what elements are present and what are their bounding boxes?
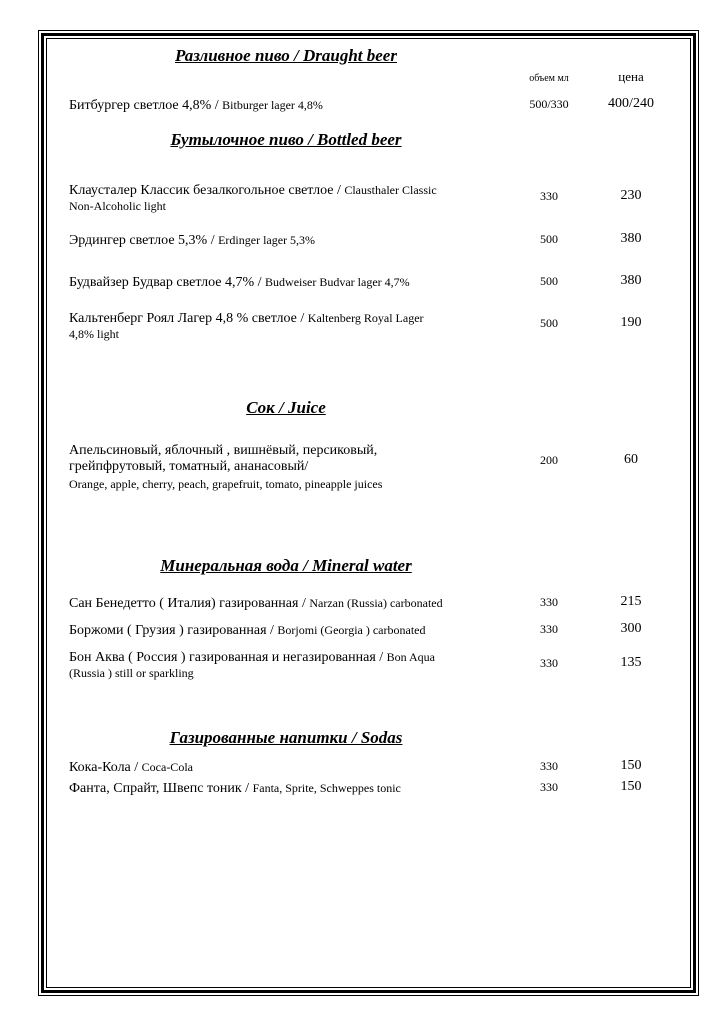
item-price: 135 <box>620 655 642 670</box>
menu-item: Кальтенберг Роял Лагер 4,8 % светлое / Kaltenberg Royal Lager 4,8% light <box>69 311 424 341</box>
sodas-heading: Газированные напитки / Sodas <box>169 728 403 747</box>
item-price: 150 <box>620 758 642 773</box>
menu-item: Кока-Кола / Coca-Cola <box>69 760 193 775</box>
item-price: 230 <box>620 188 642 203</box>
volume-column-header: объем мл <box>529 73 569 84</box>
menu-item: Эрдингер светлое 5,3% / Erdinger lager 5,3% <box>69 233 316 248</box>
item-price: 300 <box>620 621 642 636</box>
menu-item: Бон Аква ( Россия ) газированная и негазированная / Bon Aqua (Russia ) still or sparkling <box>69 650 435 680</box>
menu-item: Фанта, Спрайт, Швепс тоник / Fanta, Sprite, Schweppes tonic <box>69 781 401 796</box>
item-volume: 200 <box>540 453 558 467</box>
item-price: 60 <box>624 452 638 467</box>
item-price: 215 <box>620 594 642 609</box>
item-price: 400/240 <box>608 96 654 111</box>
item-volume: 330 <box>540 780 558 794</box>
item-price: 190 <box>620 315 642 330</box>
bottled-beer-heading: Бутылочное пиво / Bottled beer <box>170 130 402 149</box>
price-column-header: цена <box>618 69 644 84</box>
menu-item: Боржоми ( Грузия ) газированная / Borjomi (Georgia ) carbonated <box>69 623 426 638</box>
item-volume: 330 <box>540 656 558 670</box>
juice-heading: Сок / Juice <box>246 398 326 417</box>
item-volume: 500 <box>540 274 558 288</box>
item-volume: 500 <box>540 316 558 330</box>
menu-item: Будвайзер Будвар светлое 4,7% / Budweiser Budvar lager 4,7% <box>69 275 410 290</box>
mineral-water-heading: Минеральная вода / Mineral water <box>160 556 412 575</box>
menu-item: Битбургер светлое 4,8% / Bitburger lager 4,8% <box>69 98 323 113</box>
item-volume: 330 <box>540 595 558 609</box>
menu-item: Клаусталер Классик безалкогольное светлое / Clausthaler Classic Non-Alcoholic light <box>69 183 437 213</box>
item-price: 150 <box>620 779 642 794</box>
item-price: 380 <box>620 273 642 288</box>
draught-beer-heading: Разливное пиво / Draught beer <box>175 46 397 65</box>
item-volume: 330 <box>540 759 558 773</box>
item-volume: 330 <box>540 622 558 636</box>
item-volume: 500 <box>540 232 558 246</box>
item-volume: 330 <box>540 189 558 203</box>
menu-item: Сан Бенедетто ( Италия) газированная / Narzan (Russia) carbonated <box>69 596 443 611</box>
item-price: 380 <box>620 231 642 246</box>
menu-item: Апельсиновый, яблочный , вишнёвый, персиковый, грейпфрутовый, томатный, ананасовый/ Orange, apple, cherry, peach, grapefruit, tomato, pineapple juices <box>69 443 383 491</box>
item-volume: 500/330 <box>529 97 569 111</box>
